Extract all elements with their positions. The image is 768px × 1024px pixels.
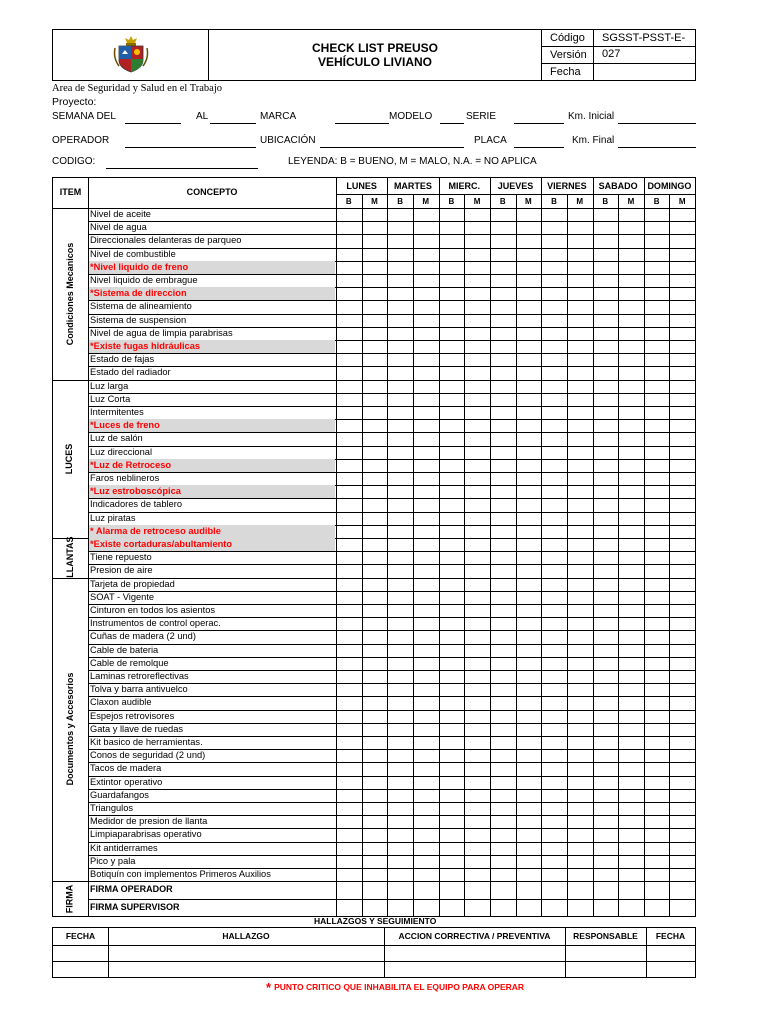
- modelo-label: MODELO: [389, 111, 433, 122]
- checklist-item: Estado del radiador: [90, 367, 171, 378]
- checklist-item: Claxon audible: [90, 697, 152, 708]
- checklist-item: Direccionales delanteras de parqueo: [90, 235, 242, 246]
- firma-label: FIRMA: [64, 884, 75, 913]
- hallazgos-entry-cell[interactable]: [385, 946, 564, 960]
- day-col-line: [439, 178, 440, 916]
- sub-header-m: M: [525, 197, 532, 206]
- marca-field[interactable]: [335, 123, 389, 124]
- day-header: LUNES: [346, 181, 377, 191]
- day-col-line: [387, 178, 388, 916]
- footnote-star: *: [266, 980, 272, 995]
- group-label: LLANTAS: [64, 536, 75, 578]
- checklist-item: Nivel de combustible: [90, 248, 176, 259]
- sub-header-b: B: [345, 197, 352, 206]
- document-header: [52, 29, 696, 81]
- critical-item: *Nivel liquido de freno: [89, 261, 335, 274]
- hallazgos-col-header: ACCION CORRECTIVA / PREVENTIVA: [398, 931, 551, 941]
- sub-header-m: M: [473, 197, 481, 206]
- coat-of-arms-logo: [111, 34, 151, 74]
- col-line: [88, 178, 89, 916]
- sub-header-b: B: [499, 197, 506, 206]
- checklist-item: Botiquín con implementos Primeros Auxilios: [90, 869, 271, 879]
- day-col-line: [644, 178, 645, 916]
- checklist-item: Tolva y barra antivuelco: [90, 684, 188, 695]
- proyecto-label: Proyecto:: [52, 96, 97, 108]
- title-line-2: VEHÍCULO LIVIANO: [317, 55, 432, 69]
- semana-del-field[interactable]: [125, 123, 181, 124]
- hallazgos-entry-cell[interactable]: [109, 962, 383, 976]
- checklist-item: Tiene repuesto: [90, 552, 152, 563]
- group-label: Condiciones Mecanicos: [64, 242, 75, 346]
- km-inicial-label: Km. Inicial: [568, 111, 615, 122]
- al-field[interactable]: [210, 123, 256, 124]
- checklist-item: Sistema de alineamiento: [90, 301, 192, 312]
- checklist-item: Kit antiderrames: [90, 842, 158, 853]
- ubicacion-label: UBICACIÓN: [260, 135, 316, 146]
- critical-footnote: [266, 980, 524, 995]
- checklist-item: Tacos de madera: [90, 763, 162, 774]
- logo-cell: [53, 30, 209, 80]
- hallazgos-entry-cell[interactable]: [647, 962, 694, 976]
- km-inicial-field[interactable]: [618, 123, 696, 124]
- hallazgos-col-header: HALLAZGO: [222, 931, 270, 941]
- footnote-text: PUNTO CRITICO QUE INHABILITA EL EQUIPO PARA OPERAR: [274, 982, 525, 992]
- checklist-item: SOAT - Vigente: [90, 591, 155, 602]
- checklist-item: Luz de salón: [90, 433, 143, 444]
- day-header: MARTES: [393, 181, 432, 191]
- meta-row-version: [542, 47, 696, 64]
- day-col-line: [593, 178, 594, 916]
- checklist-item: Gata y llave de ruedas: [90, 723, 184, 734]
- sub-header-b: B: [448, 197, 455, 206]
- checklist-item: Pico y pala: [90, 855, 136, 866]
- sub-header-b: B: [653, 197, 660, 206]
- sub-header-b: B: [602, 197, 609, 206]
- checklist-item: Nivel liquido de embrague: [90, 275, 198, 285]
- checklist-item: Cinturon en todos los asientos: [90, 605, 216, 615]
- hallazgos-col-header: FECHA: [655, 931, 686, 941]
- hallazgos-entry-cell[interactable]: [54, 946, 107, 960]
- critical-item: *Existe fugas hidráulicas: [89, 340, 335, 353]
- checklist-item: Tarjeta de propiedad: [90, 578, 175, 589]
- checklist-item: Intermitentes: [90, 407, 144, 417]
- sub-col-line: [464, 194, 465, 916]
- day-header: VIERNES: [547, 181, 587, 191]
- sub-col-line: [567, 194, 568, 916]
- checklist-item: Nivel de agua: [90, 222, 147, 233]
- day-header: DOMINGO: [647, 181, 692, 191]
- codigo-label: CODIGO:: [52, 156, 96, 167]
- checklist-table: [52, 177, 696, 917]
- critical-item: *Sistema de direccion: [89, 287, 335, 300]
- checklist-item: Luz piratas: [90, 512, 136, 523]
- sub-header-m: M: [371, 197, 378, 206]
- checklist-item: Laminas retroreflectivas: [90, 671, 189, 681]
- sub-header-m: M: [576, 197, 583, 206]
- checklist-item: Limpiaparabrisas operativo: [90, 829, 202, 840]
- sub-header-m: M: [678, 197, 686, 206]
- ubicacion-field[interactable]: [320, 147, 464, 148]
- sub-col-line: [362, 194, 363, 916]
- checklist-item: Luz Corta: [90, 393, 131, 404]
- km-final-field[interactable]: [618, 147, 696, 148]
- sub-header-b: B: [551, 197, 557, 206]
- hallazgos-entry-cell[interactable]: [54, 962, 107, 976]
- day-col-line: [490, 178, 491, 916]
- hallazgos-entry-cell[interactable]: [109, 946, 383, 960]
- modelo-field[interactable]: [440, 123, 464, 124]
- checklist-item: Extintor operativo: [90, 776, 163, 787]
- day-header: MIERC.: [448, 181, 480, 191]
- checklist-item: Cable de remolque: [90, 657, 169, 668]
- checklist-item: Sistema de suspension: [90, 314, 187, 325]
- day-col-line: [541, 178, 542, 916]
- meta-row-fecha: [542, 64, 696, 80]
- meta-label: Versión: [542, 47, 594, 64]
- operador-label: OPERADOR: [52, 135, 110, 146]
- checklist-item: Luz larga: [90, 380, 129, 391]
- col-line: [336, 178, 337, 916]
- day-header: JUEVES: [497, 181, 534, 191]
- hallazgos-entry-cell[interactable]: [566, 946, 645, 960]
- sub-col-line: [413, 194, 414, 916]
- meta-label: Fecha: [542, 64, 594, 81]
- hallazgos-col-header: RESPONSABLE: [573, 931, 638, 941]
- checklist-item: Medidor de presion de llanta: [90, 816, 208, 827]
- sub-header-b: B: [397, 197, 403, 206]
- checklist-item: Nivel de agua de limpia parabrisas: [90, 327, 233, 338]
- hallazgos-entry-cell[interactable]: [647, 946, 694, 960]
- leyenda-text: LEYENDA: B = BUENO, M = MALO, N.A. = NO APLICA: [288, 156, 537, 167]
- column-header-item: ITEM: [59, 187, 82, 197]
- group-label: Documentos y Accesorios: [64, 673, 75, 786]
- critical-item: *Existe cortaduras/abultamiento: [89, 538, 335, 551]
- checklist-item: Guardafangos: [90, 789, 149, 800]
- marca-label: MARCA: [260, 111, 297, 122]
- document-meta: [542, 30, 696, 80]
- km-final-label: Km. Final: [572, 135, 615, 146]
- checklist-item: Espejos retrovisores: [90, 710, 175, 721]
- checklist-item: Estado de fajas: [90, 354, 155, 365]
- operador-field[interactable]: [125, 147, 256, 148]
- document-title: [209, 30, 542, 80]
- sub-header-m: M: [422, 197, 430, 206]
- placa-field[interactable]: [514, 147, 564, 148]
- serie-field[interactable]: [514, 123, 564, 124]
- placa-label: PLACA: [474, 135, 507, 146]
- al-label: AL: [196, 111, 209, 122]
- checklist-item: Cuñas de madera (2 und): [90, 631, 196, 642]
- area-label: Area de Seguridad y Salud en el Trabajo: [52, 83, 223, 94]
- column-header-concepto: CONCEPTO: [186, 187, 238, 197]
- checklist-item: Kit basico de herramientas.: [90, 737, 203, 747]
- serie-label: SERIE: [466, 111, 497, 122]
- critical-item: *Luces de freno: [89, 419, 335, 432]
- hallazgos-table: [52, 927, 696, 978]
- checklist-item: Luz direccional: [90, 446, 153, 457]
- checklist-item: Indicadores de tablero: [90, 499, 182, 510]
- semana-del-label: SEMANA DEL: [52, 111, 116, 122]
- hallazgos-entry-cell[interactable]: [385, 962, 564, 976]
- critical-item: *Luz de Retroceso: [89, 459, 335, 472]
- checklist-item: Conos de seguridad (2 und): [90, 750, 206, 761]
- checklist-item: Faros neblineros: [90, 473, 160, 483]
- hallazgos-entry-cell[interactable]: [566, 962, 645, 976]
- hallazgos-col-header: FECHA: [65, 931, 96, 941]
- checklist-item: Triangulos: [90, 803, 134, 813]
- codigo-field[interactable]: [106, 168, 258, 169]
- critical-item: * Alarma de retroceso audible: [89, 525, 335, 538]
- meta-label: Código: [542, 30, 594, 47]
- group-label: LUCES: [64, 443, 75, 475]
- title-line-1: CHECK LIST PREUSO: [311, 41, 438, 55]
- sub-col-line: [669, 194, 670, 916]
- day-header: SABADO: [598, 181, 638, 191]
- hallazgos-title: HALLAZGOS Y SEGUIMIENTO: [314, 916, 437, 926]
- sub-header-m: M: [627, 197, 635, 206]
- checklist-item: Presion de aire: [90, 565, 153, 576]
- meta-value-codigo[interactable]: SGSST-PSST-E-027: [602, 32, 686, 60]
- firma-row-label: FIRMA SUPERVISOR: [90, 901, 180, 912]
- sub-col-line: [618, 194, 619, 916]
- critical-item: *Luz estroboscópica: [89, 485, 335, 498]
- firma-row-label: FIRMA OPERADOR: [90, 884, 173, 895]
- sub-col-line: [516, 194, 517, 916]
- checklist-item: Instrumentos de control operac.: [90, 618, 221, 629]
- checklist-item: Nivel de aceite: [90, 209, 151, 219]
- checklist-item: Cable de bateria: [90, 644, 159, 655]
